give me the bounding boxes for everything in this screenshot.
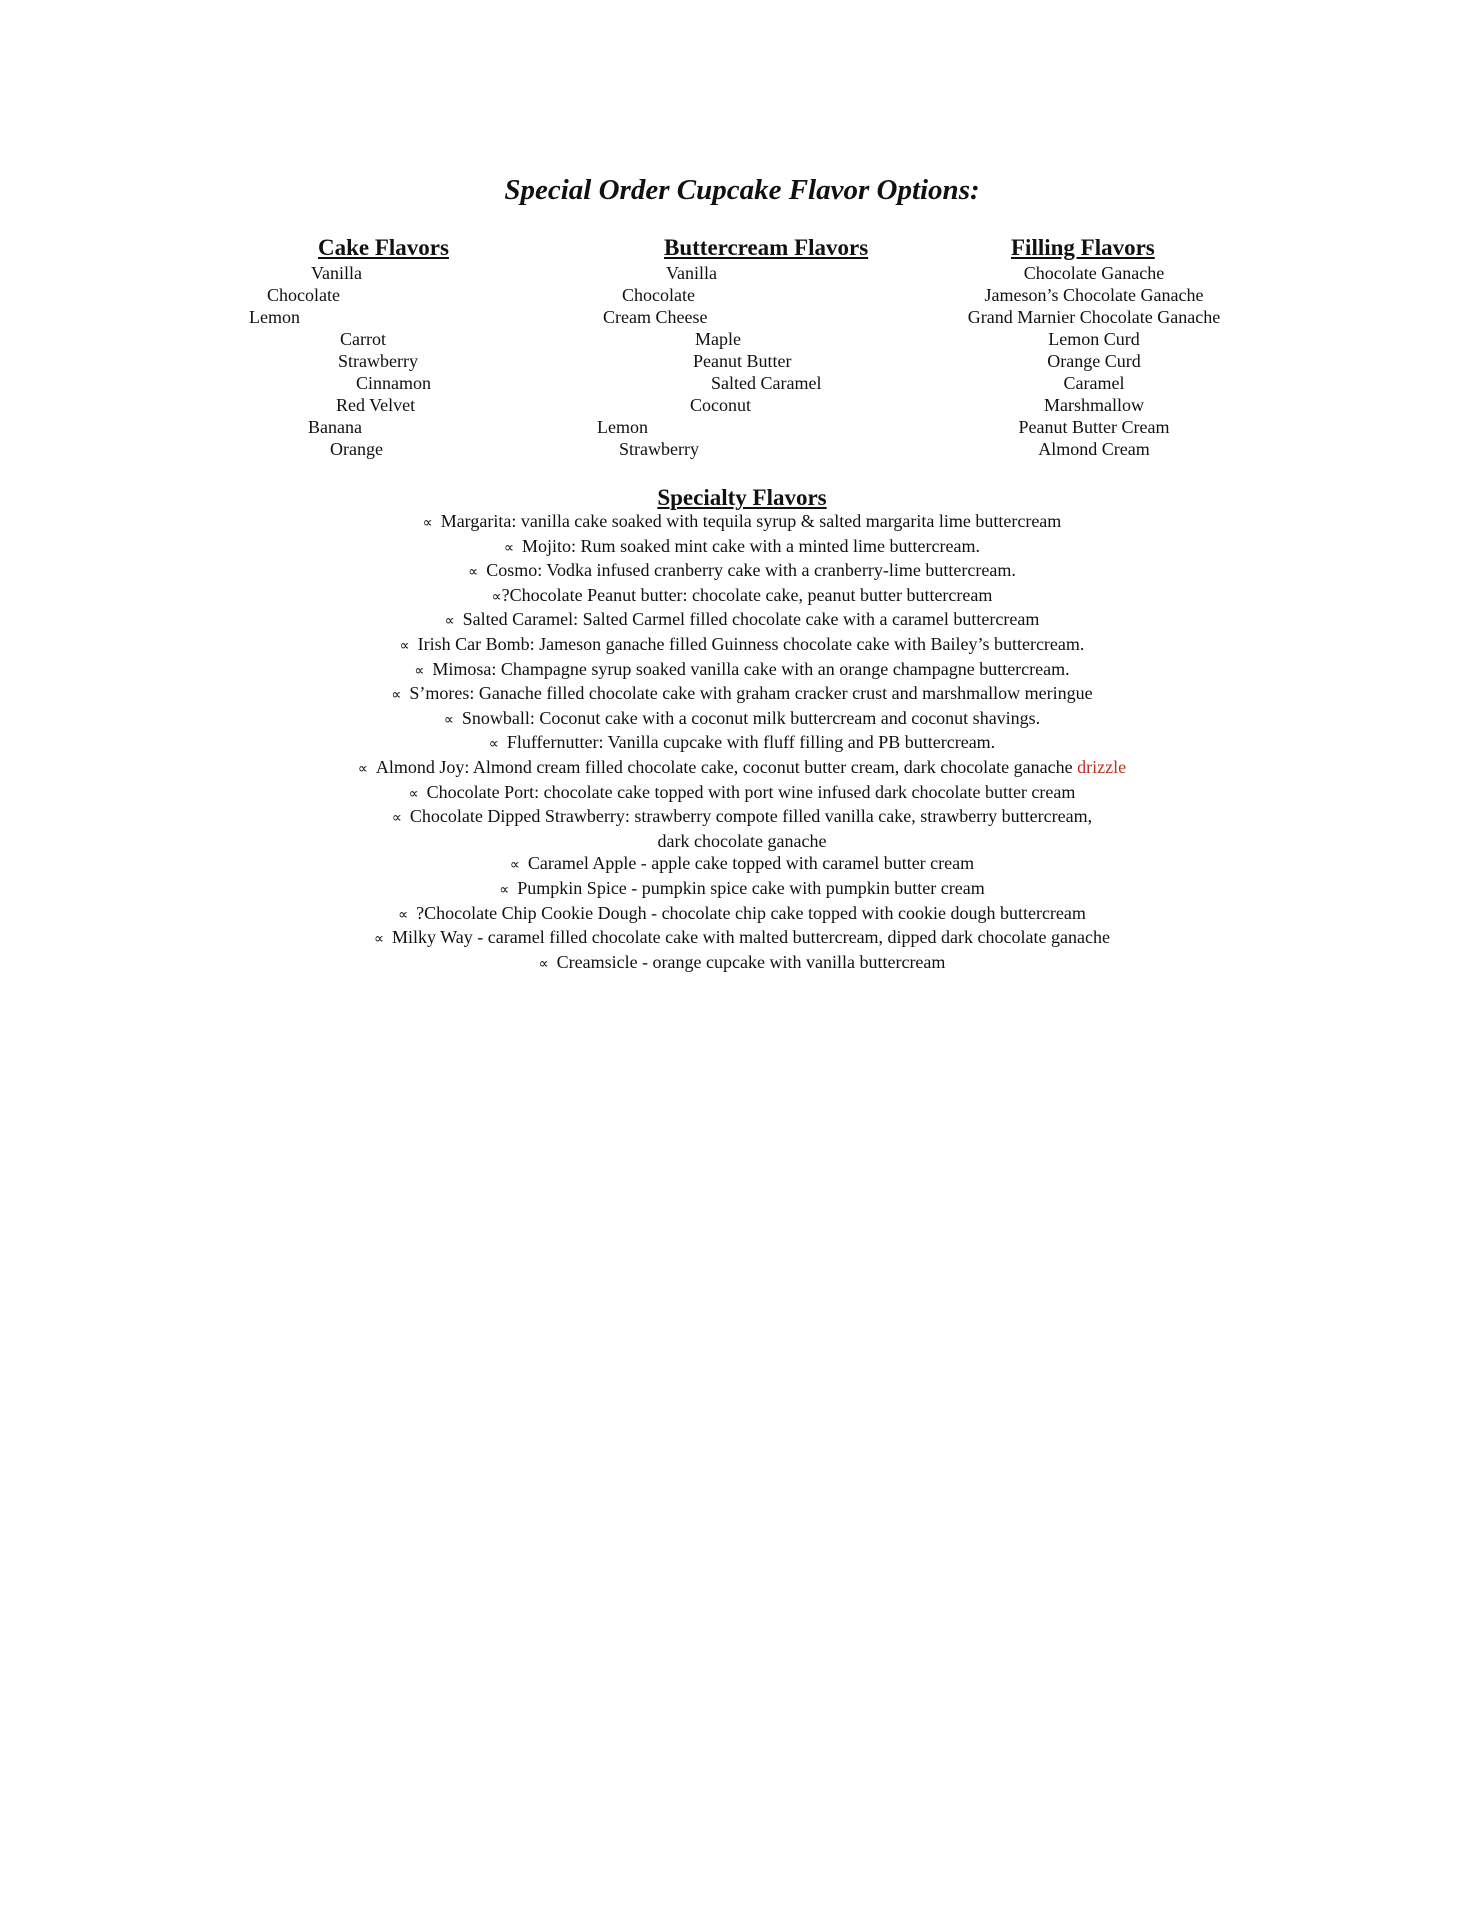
list-item: ∝ Irish Car Bomb: Jameson ganache filled Guinness chocolate cake with Bailey’s buttercream. <box>399 633 1085 654</box>
list-item: Chocolate <box>267 285 340 305</box>
buttercream-flavors-list <box>0 262 900 460</box>
list-item: ∝ Snowball: Coconut cake with a coconut milk buttercream and coconut shavings. <box>443 707 1041 728</box>
list-item: ∝ Margarita: vanilla cake soaked with tequila syrup & salted margarita lime buttercream <box>422 511 1062 531</box>
bullet-icon: ∝ <box>509 857 520 874</box>
bullet-icon: ∝ <box>374 931 385 948</box>
list-item: ∝ Caramel Apple - apple cake topped with caramel butter cream <box>509 853 975 874</box>
list-item: Strawberry <box>619 439 699 459</box>
list-item: Carrot <box>340 329 386 349</box>
bullet-icon: ∝ <box>399 637 410 654</box>
list-item: Lemon <box>597 417 648 437</box>
list-item: Orange <box>330 439 383 459</box>
bullet-icon: ∝ <box>504 539 515 556</box>
list-item: ∝ Cosmo: Vodka infused cranberry cake with a cranberry-lime buttercream. <box>468 560 1016 581</box>
list-item: Cinnamon <box>356 373 431 393</box>
list-item: Vanilla <box>311 263 362 283</box>
list-item: ∝ Fluffernutter: Vanilla cupcake with fluff filling and PB buttercream. <box>488 732 996 753</box>
list-item: Banana <box>308 417 362 437</box>
list-item: ∝ Pumpkin Spice - pumpkin spice cake with pumpkin butter cream <box>499 877 985 898</box>
list-item: ∝ Salted Caramel: Salted Carmel filled chocolate cake with a caramel buttercream <box>444 609 1040 630</box>
list-item: ∝ S’mores: Ganache filled chocolate cake with graham cracker crust and marshmallow meringue <box>391 683 1093 704</box>
list-item: Strawberry <box>338 351 418 371</box>
specialty-flavors-list <box>0 510 1484 975</box>
list-item: Maple <box>695 329 741 349</box>
bullet-icon: ∝ <box>408 785 419 802</box>
list-item: Lemon <box>249 307 300 327</box>
list-item: ∝ Chocolate Port: chocolate cake topped with port wine infused dark chocolate butter cream <box>408 781 1076 802</box>
list-item: Salted Caramel <box>711 373 822 393</box>
list-item: Chocolate <box>622 285 695 305</box>
page-title: Special Order Cupcake Flavor Options: <box>504 174 980 206</box>
list-item: Coconut <box>690 395 751 415</box>
bullet-icon: ∝ <box>538 955 549 972</box>
list-item: ∝ Creamsicle - orange cupcake with vanilla buttercream <box>538 951 946 972</box>
bullet-icon: ∝ <box>391 810 402 827</box>
drizzle-accent-text: drizzle <box>1077 756 1127 777</box>
bullet-icon: ∝ <box>468 564 479 581</box>
list-item: Cream Cheese <box>603 307 708 327</box>
filling-flavors-heading: Filling Flavors <box>1011 235 1155 260</box>
list-item: ∝ ?Chocolate Chip Cookie Dough - chocolate chip cake topped with cookie dough buttercream <box>398 902 1086 923</box>
cake-flavors-heading: Cake Flavors <box>318 235 449 260</box>
specialty-flavors-heading: Specialty Flavors <box>657 485 827 510</box>
list-item: ∝ Mojito: Rum soaked mint cake with a minted lime buttercream. <box>504 535 980 556</box>
bullet-icon: ∝ <box>443 711 454 728</box>
list-item: ∝ Chocolate Dipped Strawberry: strawberry compote filled vanilla cake, strawberry buttercream, dark chocolate ganache <box>0 805 1484 852</box>
bullet-icon: ∝ <box>444 613 455 630</box>
bullet-icon: ∝ <box>357 760 368 777</box>
buttercream-flavors-heading: Buttercream Flavors <box>664 235 869 260</box>
list-item: ∝ Mimosa: Champagne syrup soaked vanilla cake with an orange champagne buttercream. <box>414 658 1070 679</box>
bullet-icon: ∝ <box>391 687 402 704</box>
list-item-continuation: dark chocolate ganache <box>657 830 827 851</box>
bullet-icon: ∝ <box>499 881 510 898</box>
bullet-icon: ∝ <box>488 736 499 753</box>
bullet-icon: ∝ <box>398 906 409 923</box>
list-item: ∝ Milky Way - caramel filled chocolate cake with malted buttercream, dipped dark chocolate ganache <box>374 927 1110 948</box>
list-item: Vanilla <box>666 263 717 283</box>
bullet-icon: ∝ <box>491 588 502 605</box>
list-item: Red Velvet <box>336 395 416 415</box>
list-item: ∝ Almond Joy: Almond cream filled chocolate cake, coconut butter cream, dark chocolate ganache drizzle <box>357 756 1127 777</box>
list-item: ∝?Chocolate Peanut butter: chocolate cake, peanut butter buttercream <box>491 584 993 605</box>
list-item: Peanut Butter <box>693 351 792 371</box>
bullet-icon: ∝ <box>422 515 433 531</box>
bullet-icon: ∝ <box>414 662 425 679</box>
